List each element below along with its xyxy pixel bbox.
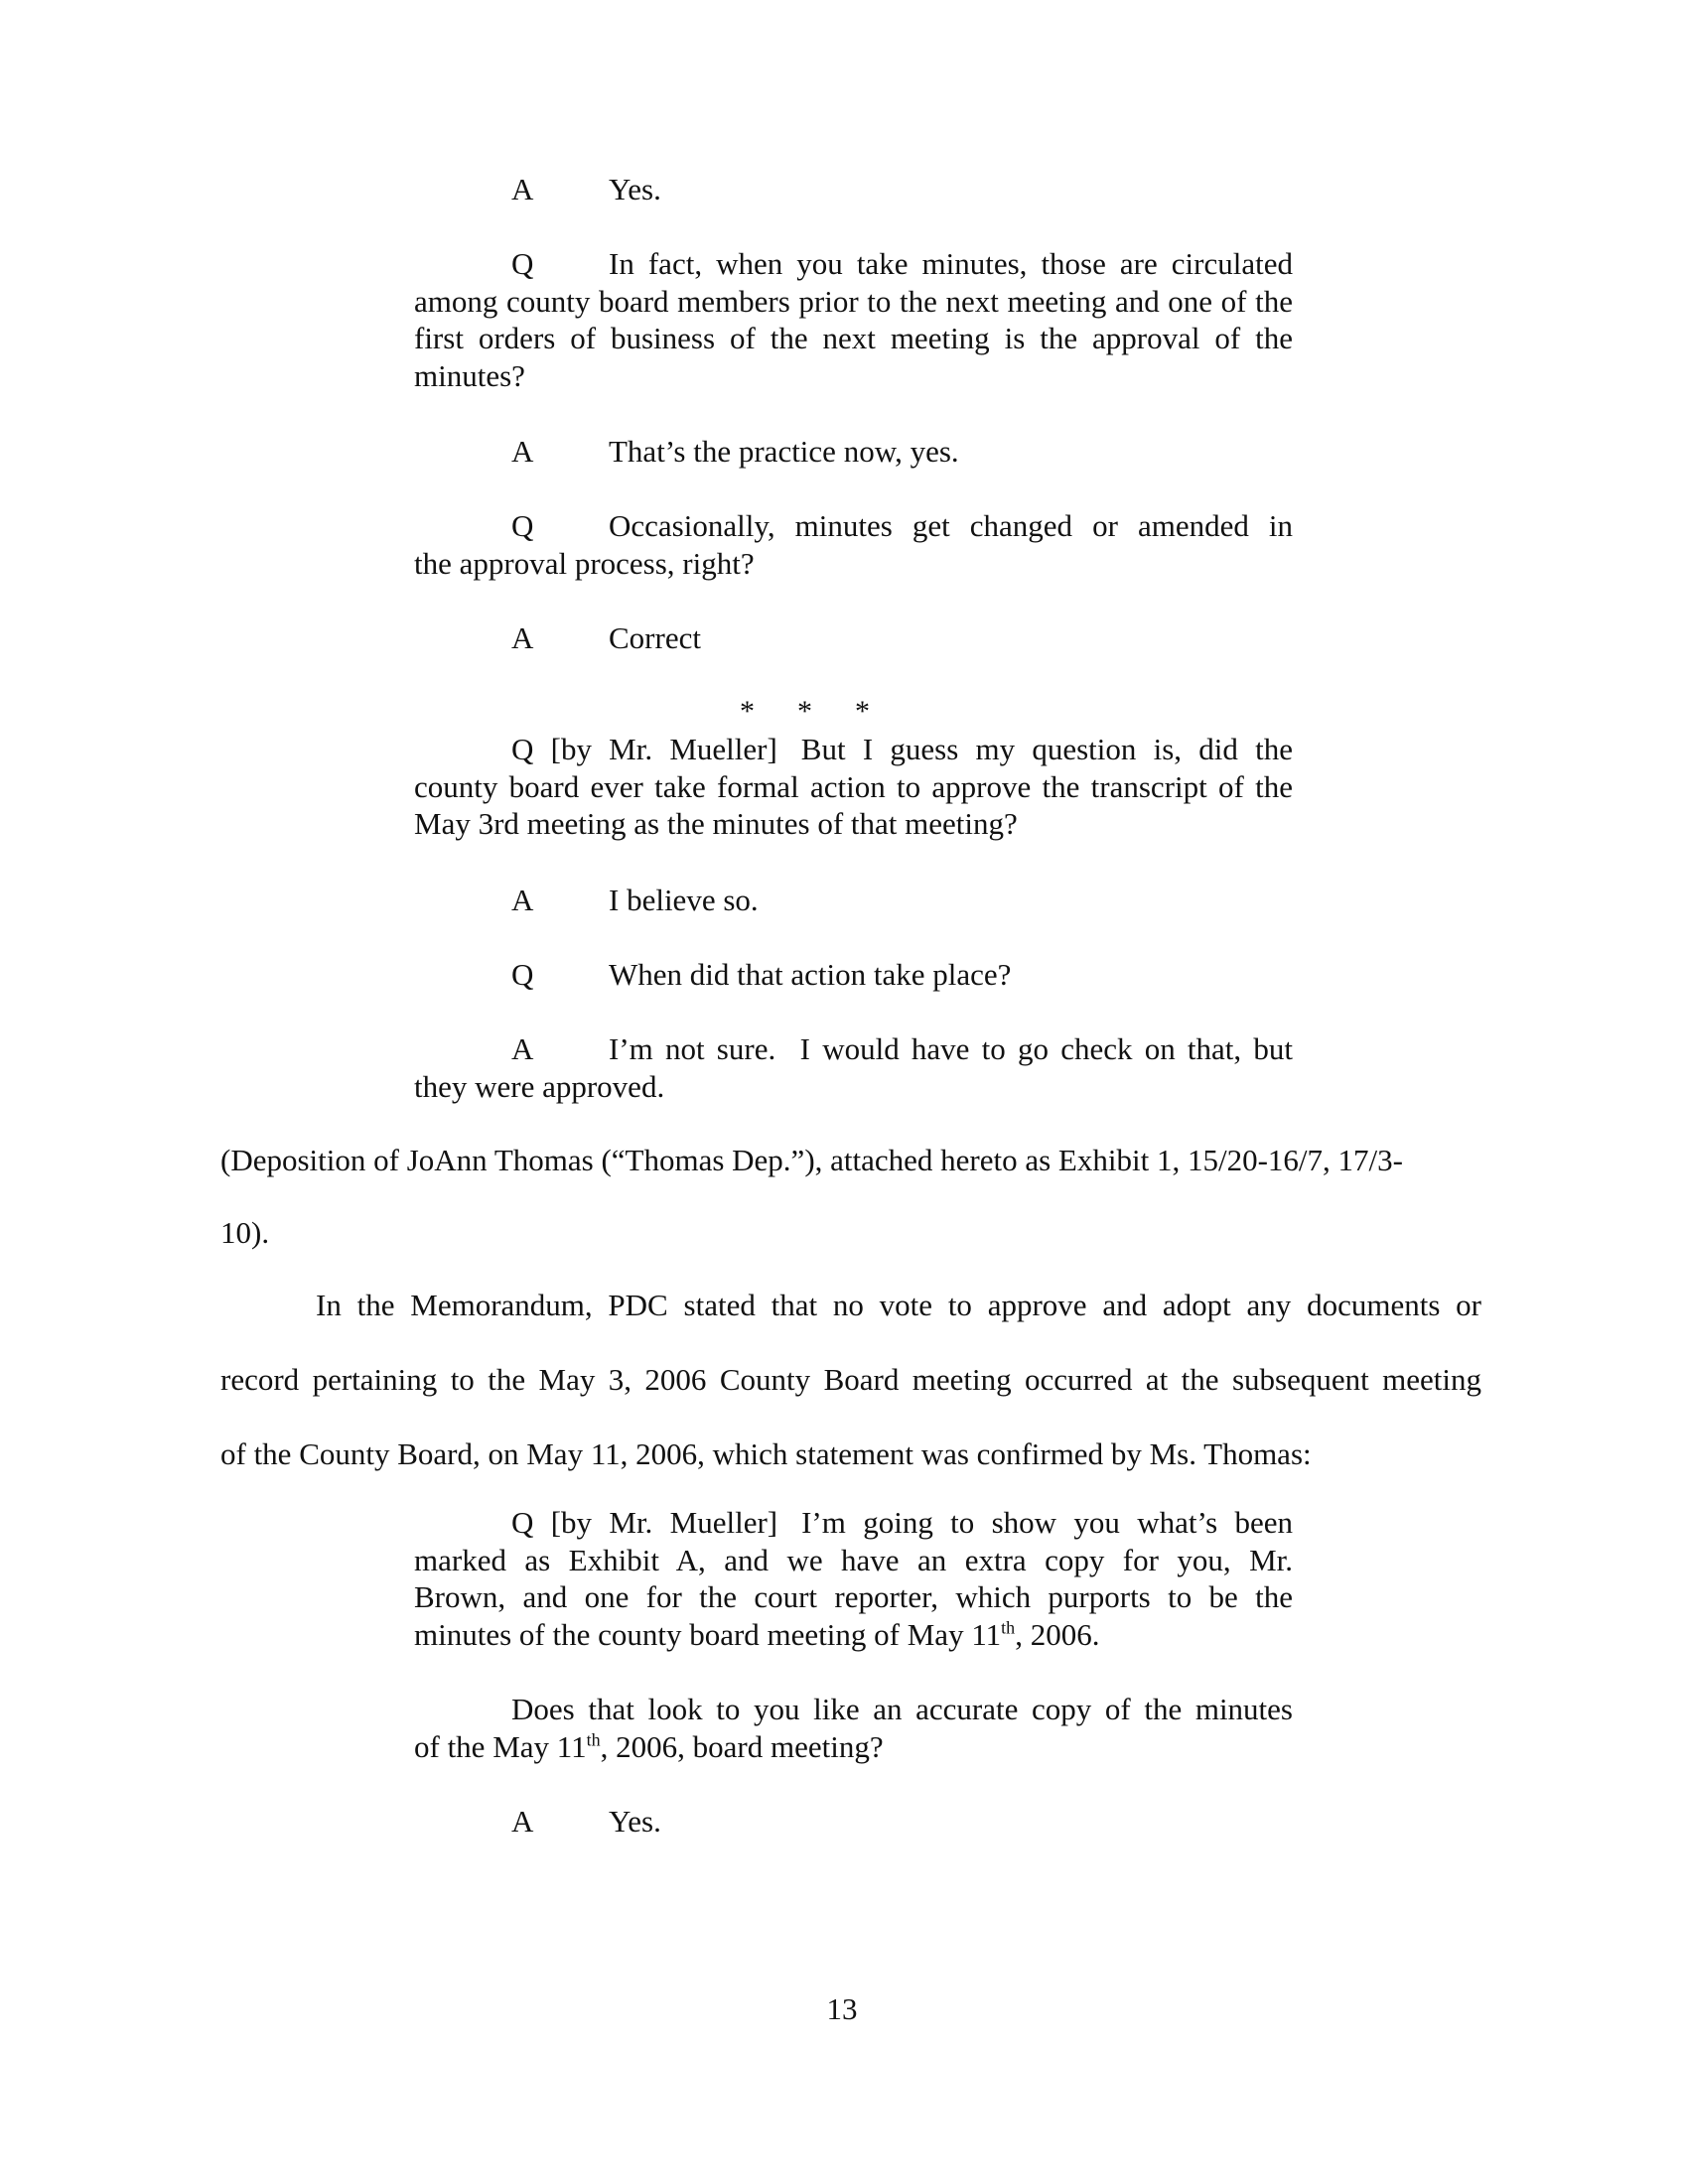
transcript-answer (414, 433, 1390, 471)
speaker-label: Q [by Mr. Mueller] (511, 1505, 778, 1540)
question-text: , 2006. (1015, 1616, 1100, 1652)
transcript-question (414, 507, 1293, 582)
question-first-line (414, 731, 1293, 768)
answer-continuation: they were approved. (414, 1068, 665, 1104)
question-text: But I guess my question is, did the (800, 732, 1293, 766)
question-continuation: the approval process, right? (414, 545, 755, 581)
speaker-label: Q (511, 957, 534, 992)
question-text: of the May 11 (414, 1728, 587, 1764)
ordinal-suffix: th (1001, 1617, 1016, 1638)
transcript-answer (414, 1803, 1390, 1841)
question-first-line (414, 507, 1293, 545)
answer-text: Yes. (609, 172, 661, 206)
speaker-label: Q (511, 246, 534, 281)
paragraph-line: of the County Board, on May 11, 2006, which statement was confirmed by Ms. Thomas: (220, 1436, 1312, 1471)
answer-text: I’m not sure. I would have to go check on that, but (609, 1031, 1293, 1066)
answer-text: I believe so. (609, 883, 759, 917)
body-paragraph (220, 1287, 1481, 1472)
elision-star: * (797, 695, 812, 728)
transcript-answer (414, 171, 1390, 208)
transcript-question (414, 1504, 1293, 1653)
transcript-question (414, 956, 1390, 994)
speaker-label: A (511, 620, 534, 655)
citation (220, 1142, 1481, 1251)
speaker-label: Q [by Mr. Mueller] (511, 732, 777, 766)
question-continuation: among county board members prior to the next meeting and one of the first orders of business of the next meeting is the approval of the minutes? (414, 283, 1293, 393)
question-continuation: Brown, and one for the court reporter, which purports to be the (414, 1579, 1293, 1614)
answer-text: Yes. (609, 1804, 661, 1839)
speaker-label: Q (511, 508, 534, 543)
question-text: When did that action take place? (609, 957, 1012, 992)
question-first-line (414, 245, 1293, 283)
speaker-label: A (511, 434, 534, 469)
ordinal-suffix: th (586, 1729, 601, 1750)
transcript-question (414, 245, 1293, 394)
question-continuation: county board ever take formal action to approve the transcript of the May 3rd meeting as the minutes of that meeting? (414, 768, 1293, 841)
transcript-question (414, 731, 1293, 843)
question-text: minutes of the county board meeting of May 11 (414, 1616, 1002, 1652)
speaker-label: A (511, 1031, 534, 1066)
speaker-label: A (511, 883, 534, 917)
speaker-label: A (511, 1804, 534, 1839)
question-first-line: Does that look to you like an accurate copy of the minutes (511, 1692, 1293, 1726)
question-first-line (414, 1504, 1293, 1542)
answer-first-line (414, 1030, 1293, 1068)
elision-star: * (855, 695, 870, 728)
question-text: In fact, when you take minutes, those are circulated (609, 246, 1293, 281)
question-continuation: marked as Exhibit A, and we have an extra copy for you, Mr. (414, 1542, 1293, 1577)
question-text: I’m going to show you what’s been (801, 1505, 1294, 1540)
elision-marker (740, 695, 912, 729)
transcript-answer (414, 619, 1390, 657)
question-text: , 2006, board meeting? (600, 1728, 884, 1764)
speaker-label: A (511, 172, 534, 206)
transcript-answer (414, 1030, 1293, 1105)
question-text: Occasionally, minutes get changed or amended in (609, 508, 1293, 543)
question-continuation (414, 1616, 1293, 1654)
citation-line: 10). (220, 1215, 270, 1250)
answer-text: That’s the practice now, yes. (609, 434, 959, 469)
page-number: 13 (826, 1991, 858, 2026)
answer-text: Correct (609, 620, 701, 655)
question-continuation (414, 1728, 1293, 1766)
transcript-question (414, 1691, 1293, 1765)
paragraph-line: In the Memorandum, PDC stated that no vote to approve and adopt any documents or (316, 1288, 1481, 1322)
citation-line: (Deposition of JoAnn Thomas (“Thomas Dep.”), attached hereto as Exhibit 1, 15/20-16/7, 17/3- (220, 1143, 1403, 1177)
transcript-answer (414, 882, 1390, 919)
paragraph-line: record pertaining to the May 3, 2006 County Board meeting occurred at the subsequent meeting (220, 1362, 1481, 1397)
elision-star: * (740, 695, 755, 728)
